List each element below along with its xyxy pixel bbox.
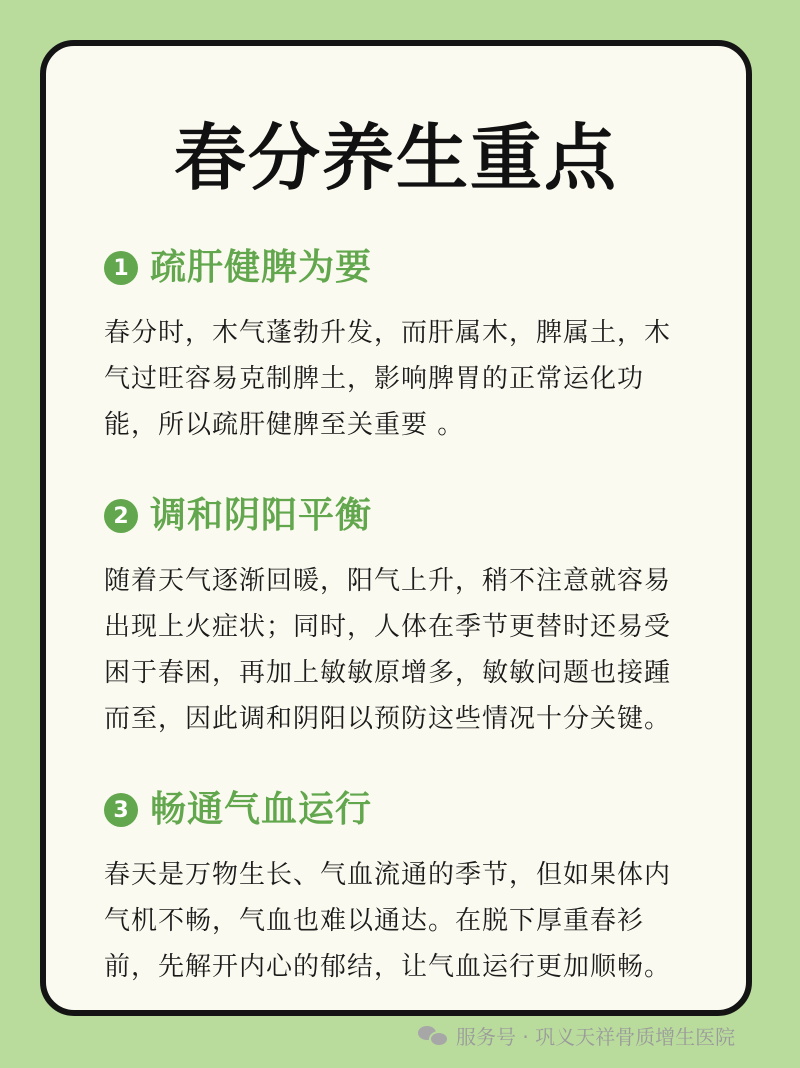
section-3-title: 畅通气血运行	[150, 789, 373, 830]
footer-watermark	[418, 1020, 735, 1050]
section-1-title: 疏肝健脾为要	[150, 247, 373, 288]
wechat-icon	[418, 1024, 448, 1046]
section-3-header	[104, 782, 688, 838]
number-badge-icon: 2	[104, 499, 138, 533]
section-1-text: 春分时，木气蓬勃升发，而肝属木，脾属土，木气过旺容易克制脾土，影响脾胃的正常运化功能，所以疏肝健脾至关重要 。	[104, 318, 672, 440]
section-2-title: 调和阴阳平衡	[150, 495, 373, 536]
section-2-text: 随着天气逐渐回暖，阳气上升，稍不注意就容易出现上火症状；同时，人体在季节更替时还易受困于春困，再加上敏敏原增多，敏敏问题也接踵而至，因此调和阴阳以预防这些情况十分关键。	[104, 566, 672, 734]
number-badge-icon: 1	[104, 251, 138, 285]
section-2	[104, 488, 688, 742]
section-2-header	[104, 488, 688, 544]
section-1-header	[104, 240, 688, 296]
section-3	[104, 782, 688, 990]
section-1	[104, 240, 688, 448]
footer-text: 服务号 · 巩义天祥骨质增生医院	[456, 1024, 736, 1049]
content-card	[40, 40, 752, 1016]
section-3-text: 春天是万物生长、气血流通的季节，但如果体内气机不畅，气血也难以通达。在脱下厚重春衫前，先解开内心的郁结，让气血运行更加顺畅。	[104, 860, 672, 982]
number-badge-icon: 3	[104, 793, 138, 827]
page-title: 春分养生重点	[173, 116, 618, 200]
